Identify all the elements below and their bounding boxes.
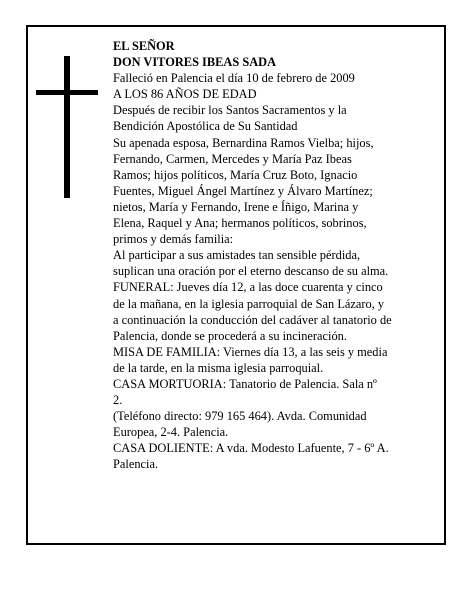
death-date-line: Falleció en Palencia el día 10 de febrero de 2009 bbox=[113, 71, 355, 86]
obituary-text bbox=[113, 38, 433, 473]
home-address-line-2: Palencia. bbox=[113, 457, 159, 472]
latin-cross-icon bbox=[36, 56, 98, 198]
mass-line-1: MISA DE FAMILIA: Viernes día 13, a las seis y media bbox=[113, 344, 388, 359]
family-line-2: Fernando, Carmen, Mercedes y María Paz Ibeas bbox=[113, 151, 352, 166]
home-address-line-1: CASA DOLIENTE: A vda. Modesto Lafuente, 7 - 6º A. bbox=[113, 441, 389, 456]
cross-horizontal-bar bbox=[36, 90, 98, 95]
age-line: A LOS 86 AÑOS DE EDAD bbox=[113, 87, 257, 102]
family-line-5: nietos, María y Fernando, Irene e Íñigo, Marina y bbox=[113, 199, 359, 214]
deceased-name: DON VITORES IBEAS SADA bbox=[113, 55, 277, 70]
family-line-4: Fuentes, Miguel Ángel Martínez y Álvaro Martínez; bbox=[113, 183, 373, 198]
funeral-line-3: a continuación la conducción del cadáver al tanatorio de bbox=[113, 312, 392, 327]
mass-line-2: de la tarde, en la misma iglesia parroquial. bbox=[113, 360, 324, 375]
request-line-2: suplican una oración por el eterno descanso de su alma. bbox=[113, 264, 389, 279]
heading-title: EL SEÑOR bbox=[113, 39, 175, 53]
mortuary-line-2: 2. bbox=[113, 393, 123, 408]
family-line-7: primos y demás familia: bbox=[113, 232, 234, 247]
funeral-line-2: de la mañana, en la iglesia parroquial de San Lázaro, y bbox=[113, 296, 385, 311]
phone-address-line-2: Europea, 2-4. Palencia. bbox=[113, 425, 229, 440]
funeral-line-4: Palencia, donde se procederá a su incineración. bbox=[113, 328, 347, 343]
cross-vertical-bar bbox=[64, 56, 70, 198]
family-line-1: Su apenada esposa, Bernardina Ramos Vielba; hijos, bbox=[113, 135, 374, 150]
phone-address-line-1: (Teléfono directo: 979 165 464). Avda. Comunidad bbox=[113, 409, 367, 424]
sacraments-line-2: Bendición Apostólica de Su Santidad bbox=[113, 119, 298, 134]
mortuary-line-1: CASA MORTUORIA: Tanatorio de Palencia. Sala nº bbox=[113, 376, 377, 391]
request-line-1: Al participar a sus amistades tan sensible pérdida, bbox=[113, 248, 361, 263]
funeral-line-1: FUNERAL: Jueves día 12, a las doce cuarenta y cinco bbox=[113, 280, 383, 295]
family-line-6: Elena, Raquel y Ana; hermanos políticos, sobrinos, bbox=[113, 216, 367, 231]
sacraments-line-1: Después de recibir los Santos Sacramentos y la bbox=[113, 103, 347, 118]
family-line-3: Ramos; hijos políticos, María Cruz Boto, Ignacio bbox=[113, 167, 358, 182]
